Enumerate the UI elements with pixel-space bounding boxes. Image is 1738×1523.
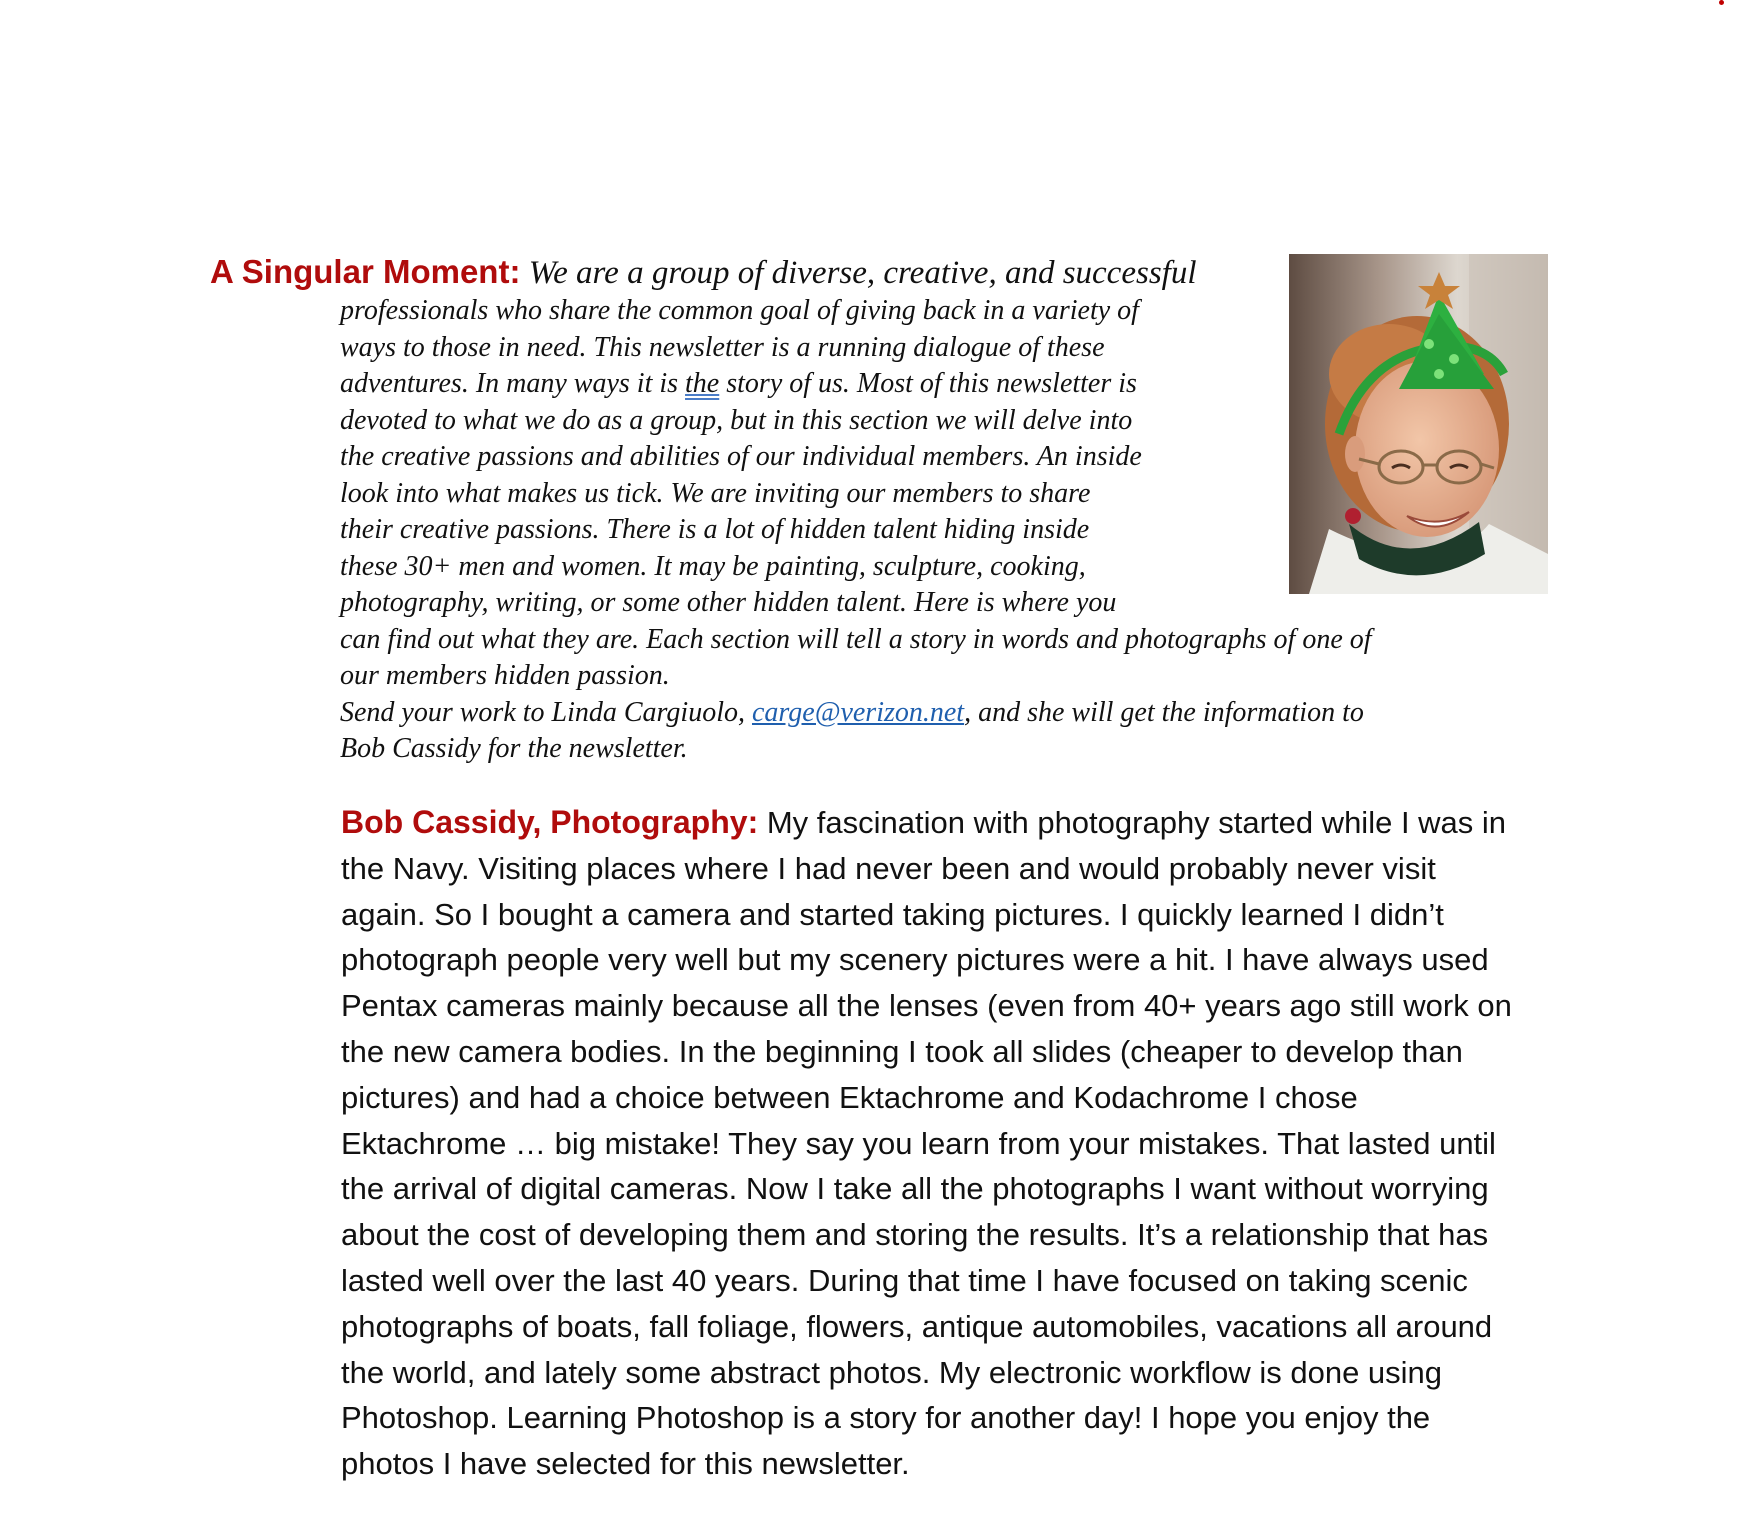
bob-line: photographs of boats, fall foliage, flowers, antique automobiles, vacations all around: [341, 1308, 1493, 1344]
bob-line: [341, 800, 1721, 846]
bob-line: photos I have selected for this newsletter.: [341, 1446, 910, 1482]
intro-line-part: story of us. Most of this newsletter is: [719, 368, 1137, 399]
send-work-text: , and she will get the information to: [964, 696, 1364, 728]
underlined-word: the: [685, 368, 720, 399]
bob-line: the new camera bodies. In the beginning I took all slides (cheaper to develop than: [341, 1033, 1463, 1069]
singular-moment-heading: [210, 252, 1197, 293]
bob-line: the Navy. Visiting places where I had never been and would probably never visit: [341, 850, 1436, 886]
intro-line: the creative passions and abilities of our individual members. An inside: [340, 441, 1142, 472]
intro-line: these 30+ men and women. It may be painting, sculpture, cooking,: [340, 550, 1086, 582]
bob-cassidy-section: [341, 800, 1721, 1487]
bob-line: Pentax cameras mainly because all the lenses (even from 40+ years ago still work on: [341, 988, 1512, 1024]
member-photo: [1289, 254, 1548, 594]
send-work-line: [340, 695, 1560, 732]
bob-line: again. So I bought a camera and started taking pictures. I quickly learned I didn’t: [341, 896, 1444, 932]
send-work-line: Bob Cassidy for the newsletter.: [340, 733, 688, 764]
intro-line-part: adventures. In many ways it is: [340, 368, 686, 399]
singular-moment-label: A Singular Moment:: [210, 253, 521, 290]
intro-line: ways to those in need. This newsletter is a running dialogue of these: [340, 331, 1105, 363]
bob-line: the world, and lately some abstract photos. My electronic workflow is done using: [341, 1354, 1443, 1390]
send-work-text: Send your work to Linda Cargiuolo,: [340, 696, 752, 728]
intro-line: professionals who share the common goal of giving back in a variety of: [340, 295, 1139, 326]
email-link[interactable]: carge@verizon.net: [751, 696, 965, 728]
member-photo-illustration: [1289, 254, 1548, 594]
intro-line: look into what makes us tick. We are inviting our members to share: [340, 477, 1091, 509]
bob-line: photograph people very well but my scenery pictures were a hit. I have always used: [341, 942, 1489, 978]
intro-line: our members hidden passion.: [340, 660, 670, 691]
intro-line: their creative passions. There is a lot of hidden talent hiding inside: [340, 514, 1090, 545]
intro-line: devoted to what we do as a group, but in this section we will delve into: [340, 404, 1133, 436]
corner-mark: [1719, 0, 1724, 5]
bob-line: Photoshop. Learning Photoshop is a story for another day! I hope you enjoy the: [341, 1400, 1431, 1436]
bob-line: about the cost of developing them and storing the results. It’s a relationship that has: [341, 1217, 1489, 1253]
bob-line: lasted well over the last 40 years. During that time I have focused on taking scenic: [341, 1262, 1468, 1298]
bob-line-text: My fascination with photography started while I was in: [758, 805, 1507, 840]
bob-cassidy-label: Bob Cassidy, Photography:: [341, 804, 759, 840]
intro-line: photography, writing, or some other hidden talent. Here is where you: [340, 587, 1117, 618]
bob-line: the arrival of digital cameras. Now I take all the photographs I want without worrying: [341, 1171, 1489, 1207]
intro-first-line: We are a group of diverse, creative, and successful: [528, 255, 1197, 291]
bob-line: Ektachrome … big mistake! They say you learn from your mistakes. That lasted until: [341, 1125, 1496, 1161]
bob-line: pictures) and had a choice between Ektachrome and Kodachrome I chose: [341, 1079, 1358, 1115]
intro-line: can find out what they are. Each section will tell a story in words and photographs of one of: [340, 623, 1372, 655]
